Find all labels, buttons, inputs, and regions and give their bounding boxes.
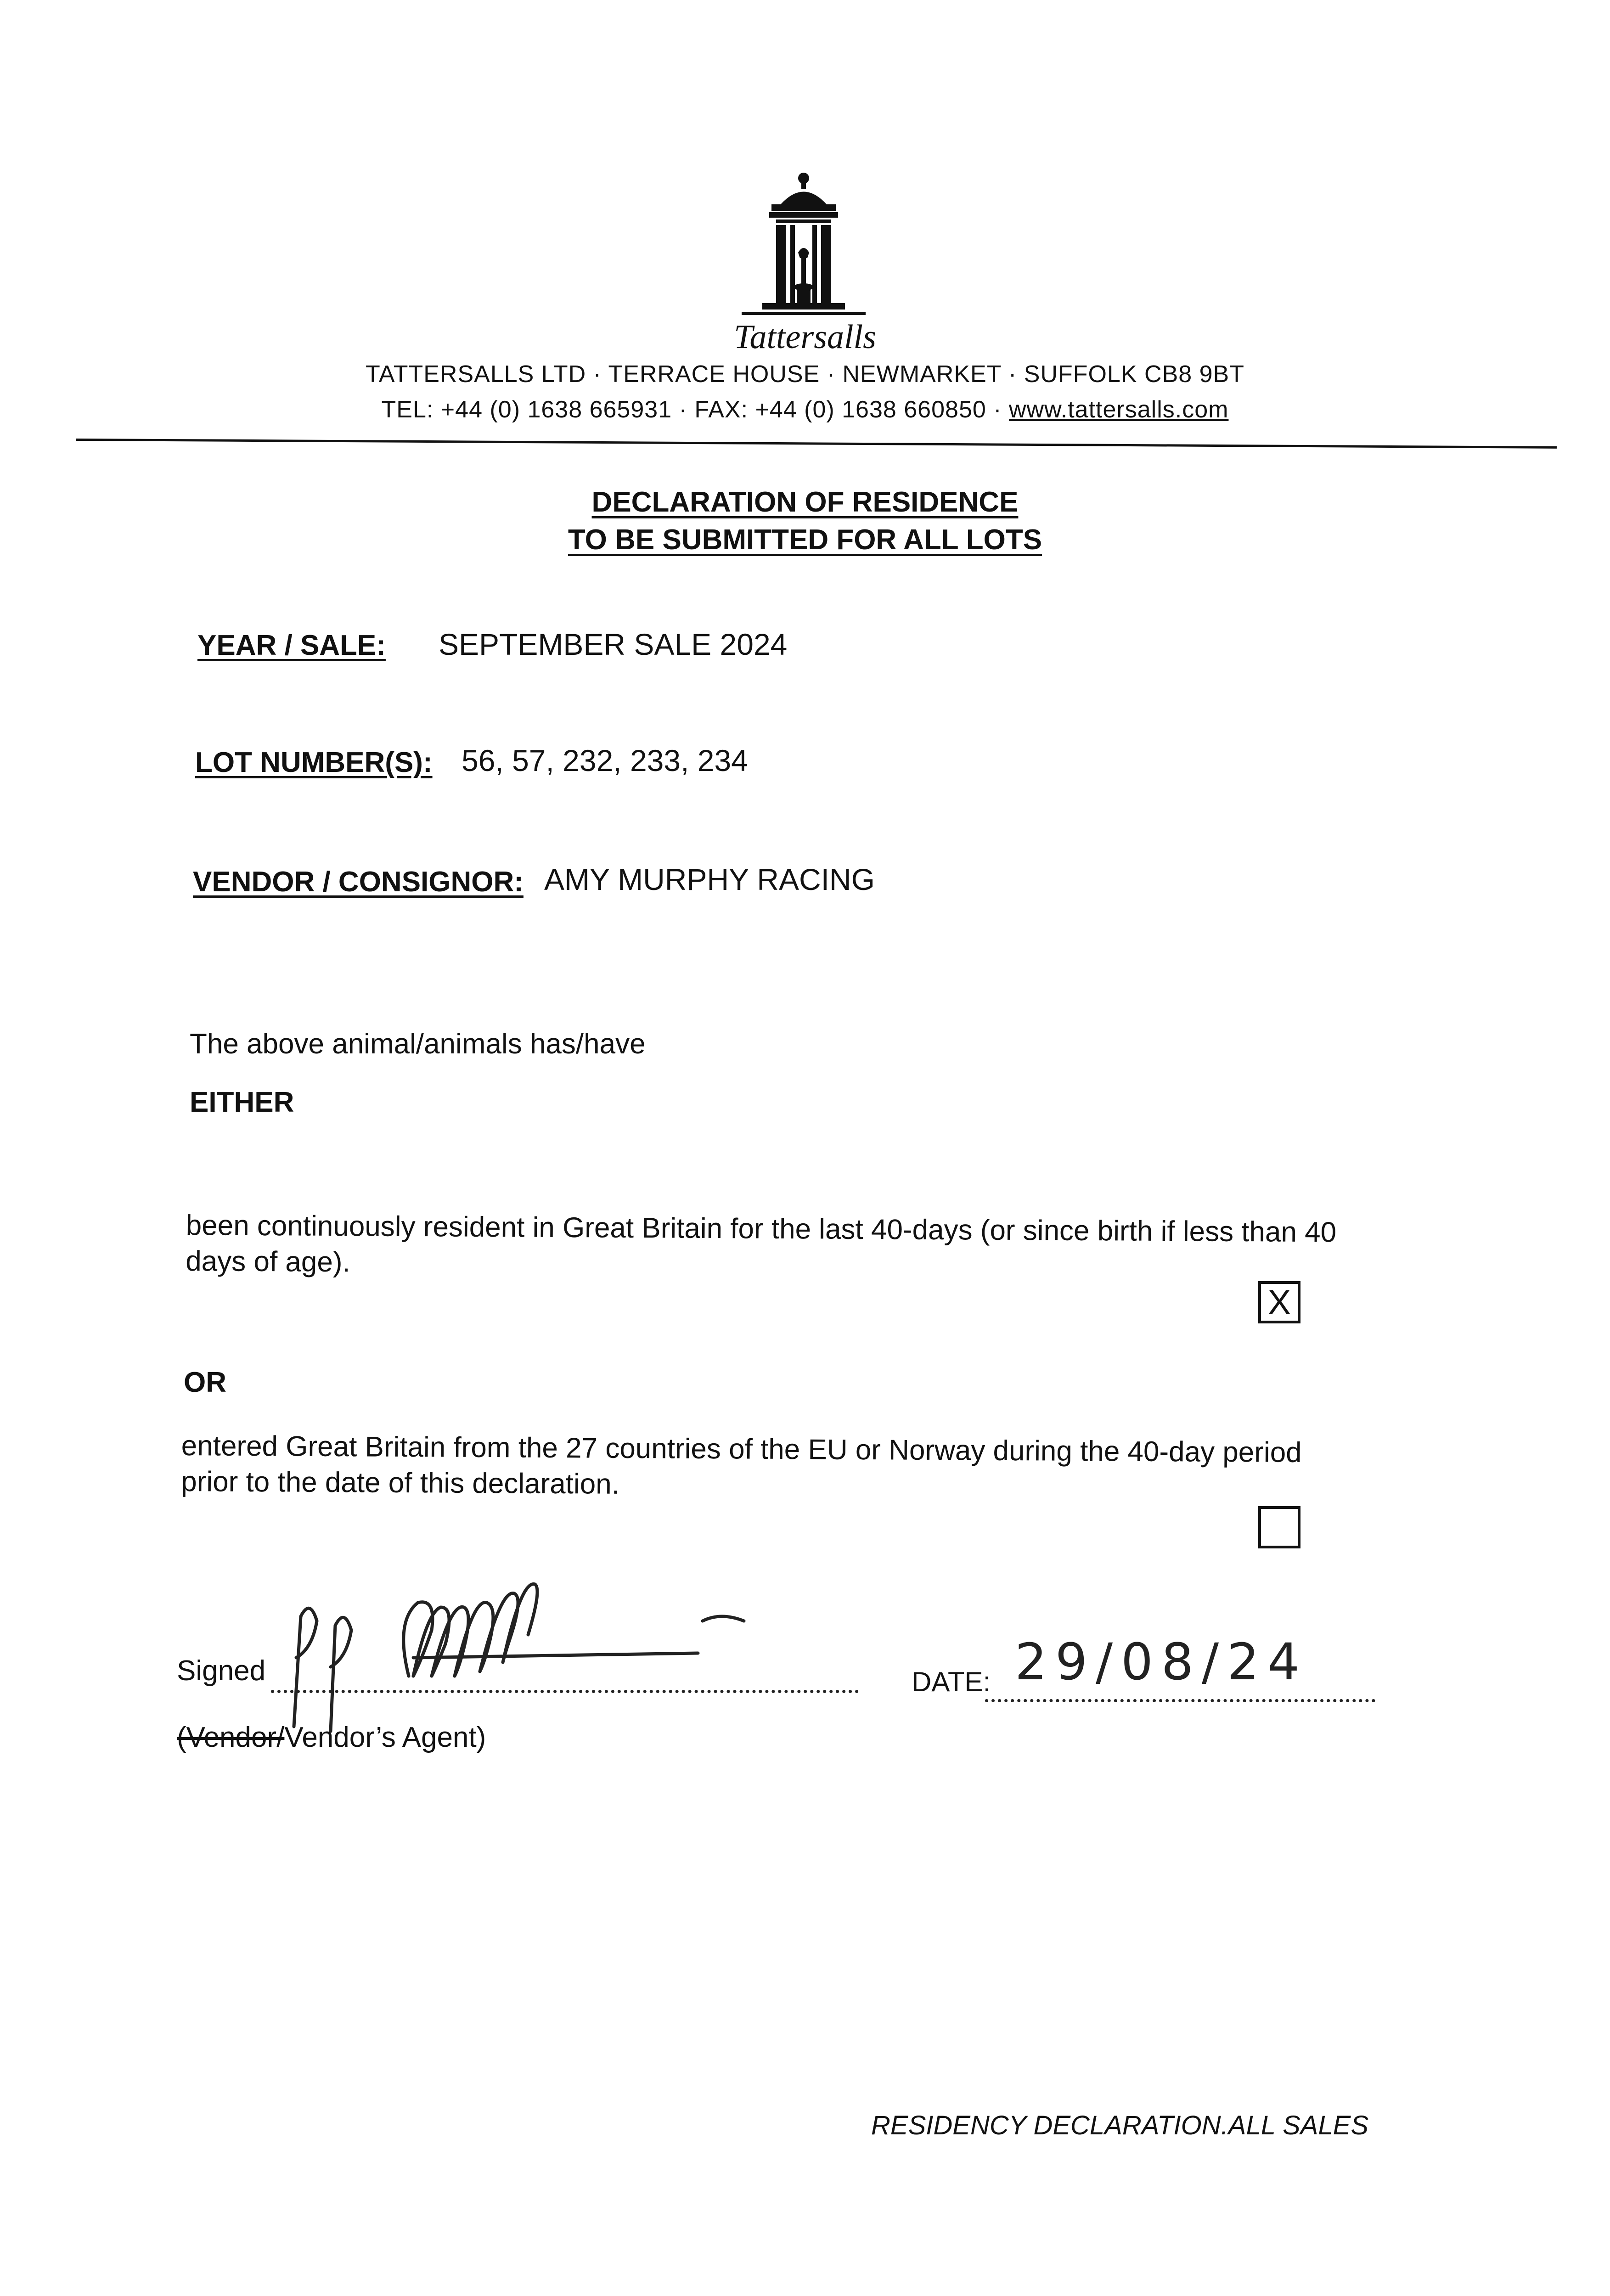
- document-subtitle: TO BE SUBMITTED FOR ALL LOTS: [568, 524, 1042, 556]
- signer-role-agent: Vendor’s Agent): [284, 1722, 486, 1753]
- handwritten-date: 29/08/24: [1015, 1632, 1308, 1691]
- signer-role: [177, 1720, 486, 1756]
- lot-numbers-value: 56, 57, 232, 233, 234: [462, 743, 748, 777]
- option1-checkbox[interactable]: X: [1258, 1281, 1300, 1323]
- header-divider: [76, 439, 1557, 449]
- date-line: [985, 1699, 1375, 1702]
- declaration-intro: The above animal/animals has/have: [190, 1028, 646, 1060]
- website-link[interactable]: www.tattersalls.com: [1009, 396, 1229, 423]
- handwritten-signature: [276, 1552, 758, 1745]
- company-address: TATTERSALLS LTD · TERRACE HOUSE · NEWMARKET · SUFFOLK CB8 9BT: [365, 361, 1245, 388]
- year-sale-label: YEAR / SALE:: [197, 630, 386, 661]
- vendor-value: AMY MURPHY RACING: [544, 862, 875, 896]
- option2-line2: prior to the date of this declaration.: [181, 1465, 620, 1500]
- signed-label: Signed: [177, 1655, 266, 1687]
- option1-line1: been continuously resident in Great Britain for the last 40-days (or since birth if less than 40: [186, 1210, 1337, 1249]
- date-label: DATE:: [912, 1666, 991, 1697]
- option1-text: [186, 1208, 1336, 1286]
- year-sale-value: SEPTEMBER SALE 2024: [439, 627, 788, 661]
- document-reference: RESIDENCY DECLARATION.ALL SALES: [871, 2110, 1369, 2140]
- contact-details: TEL: +44 (0) 1638 665931 · FAX: +44 (0) 1638 660850 ·: [381, 396, 1009, 423]
- lot-numbers-label: LOT NUMBER(S):: [195, 747, 433, 778]
- either-label: EITHER: [190, 1086, 294, 1118]
- tattersalls-logo: [732, 170, 875, 321]
- brand-name: Tattersalls: [734, 318, 876, 356]
- contact-line: [0, 396, 1610, 423]
- option2-line1: entered Great Britain from the 27 countries of the EU or Norway during the 40-day period: [181, 1430, 1302, 1469]
- option1-line2: days of age).: [186, 1245, 350, 1278]
- signer-role-struck: (Vendor/: [177, 1722, 285, 1753]
- vendor-label: VENDOR / CONSIGNOR:: [193, 866, 524, 898]
- option2-text: [181, 1428, 1302, 1507]
- document-title: DECLARATION OF RESIDENCE: [591, 486, 1019, 518]
- option2-checkbox[interactable]: [1258, 1506, 1300, 1548]
- or-label: OR: [184, 1367, 226, 1398]
